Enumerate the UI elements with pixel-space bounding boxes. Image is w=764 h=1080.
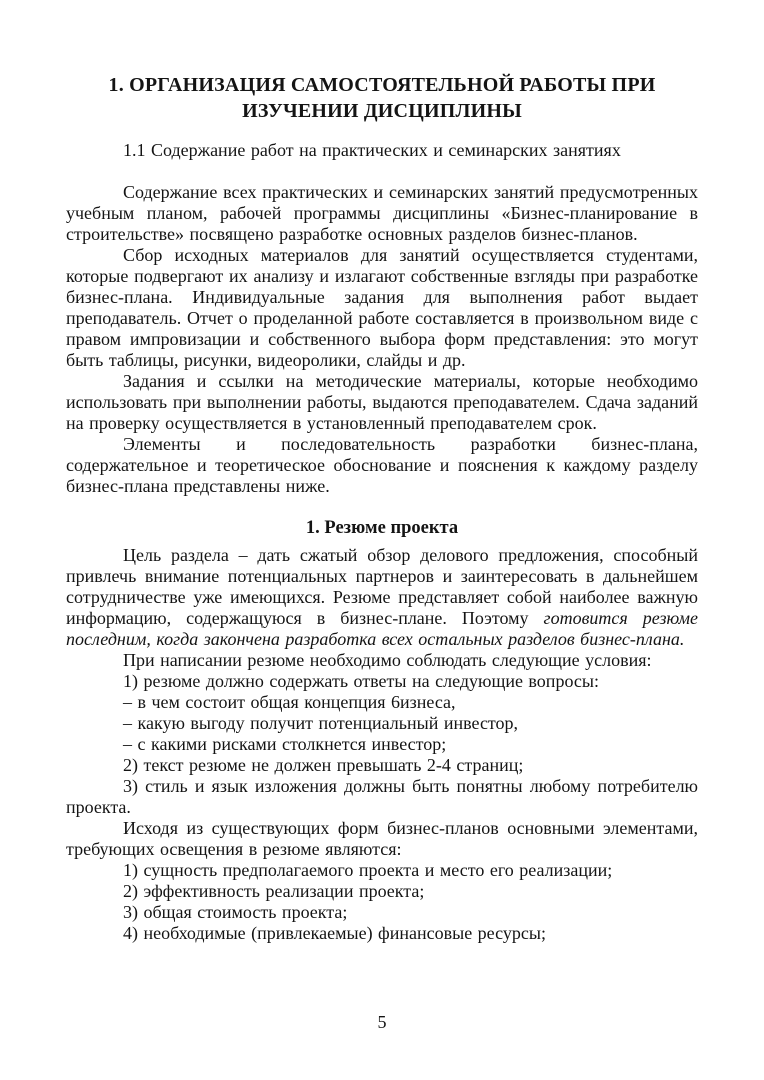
page-title-line-1: 1. ОРГАНИЗАЦИЯ САМОСТОЯТЕЛЬНОЙ РАБОТЫ ПРИ xyxy=(108,74,656,96)
paragraph-resume-goal xyxy=(66,545,698,650)
resume-section-heading: 1. Резюме проекта xyxy=(305,518,459,538)
list-item-element-1: 1) сущность предполагаемого проекта и место его реализации; xyxy=(123,860,613,880)
list-item-condition-dash-3: – с какими рисками столкнется инвестор; xyxy=(123,734,447,754)
paragraph-conditions-intro: При написании резюме необходимо соблюдать следующие условия: xyxy=(123,650,652,670)
page-number: 5 xyxy=(377,1012,387,1032)
paragraph-tasks-and-links: Задания и ссылки на методические материалы, которые необходимо использовать при выполнении работы, выдаются преподавателем. Сдача заданий на проверку осуществляется в установленный преподавателем срок. xyxy=(66,371,698,433)
resume-goal-normal-text: Цель раздела – дать сжатый обзор делового предложения, способный привлечь внимание потенциальных партнеров и заинтересовать в дальнейшем сотрудничестве уже имеющихся. Резюме представляет собой наиболее важную информацию, содержащуюся в бизнес-плане. Поэтому xyxy=(66,545,698,628)
list-item-element-2: 2) эффективность реализации проекта; xyxy=(123,881,425,901)
list-item-condition-2: 2) текст резюме не должен превышать 2-4 страниц; xyxy=(123,755,524,775)
section-subheading: 1.1 Содержание работ на практических и семинарских занятиях xyxy=(123,140,621,160)
resume-goal-italic-text: готовится резюме последним, когда закончена разработка всех остальных разделов бизнес-плана. xyxy=(66,608,698,649)
list-item-element-4: 4) необходимые (привлекаемые) финансовые ресурсы; xyxy=(123,923,546,943)
list-item-condition-3: 3) стиль и язык изложения должны быть понятны любому потребителю проекта. xyxy=(66,776,698,817)
list-item-condition-dash-1: – в чем состоит общая концепция 6изнеса, xyxy=(123,692,456,712)
list-item-condition-1: 1) резюме должно содержать ответы на следующие вопросы: xyxy=(123,671,599,691)
paragraph-elements-intro: Исходя из существующих форм бизнес-планов основными элементами, требующих освещения в резюме являются: xyxy=(66,818,698,859)
list-item-condition-dash-2: – какую выгоду получит потенциальный инвестор, xyxy=(123,713,519,733)
page-title-line-2: ИЗУЧЕНИИ ДИСЦИПЛИНЫ xyxy=(242,100,522,122)
list-item-element-3: 3) общая стоимость проекта; xyxy=(123,902,348,922)
page-title xyxy=(66,72,698,124)
paragraph-elements-sequence: Элементы и последовательность разработки бизнес-плана, содержательное и теоретическое обоснование и пояснения к каждому разделу бизнес-плана представлены ниже. xyxy=(66,434,698,496)
paragraph-materials-collection: Сбор исходных материалов для занятий осуществляется студентами, которые подвергают их анализу и излагают собственные взгляды при разработке бизнес-плана. Индивидуальные задания для выполнения работ выдает преподаватель. Отчет о проделанной работе составляется в произвольном виде с правом импровизации и собственного выбора форм представления: это могут быть таблицы, рисунки, видеоролики, слайды и др. xyxy=(66,245,698,370)
paragraph-course-content: Содержание всех практических и семинарских занятий предусмотренных учебным планом, рабочей программы дисциплины «Бизнес-планирование в строительстве» посвящено разработке основных разделов бизнес-планов. xyxy=(66,182,698,244)
